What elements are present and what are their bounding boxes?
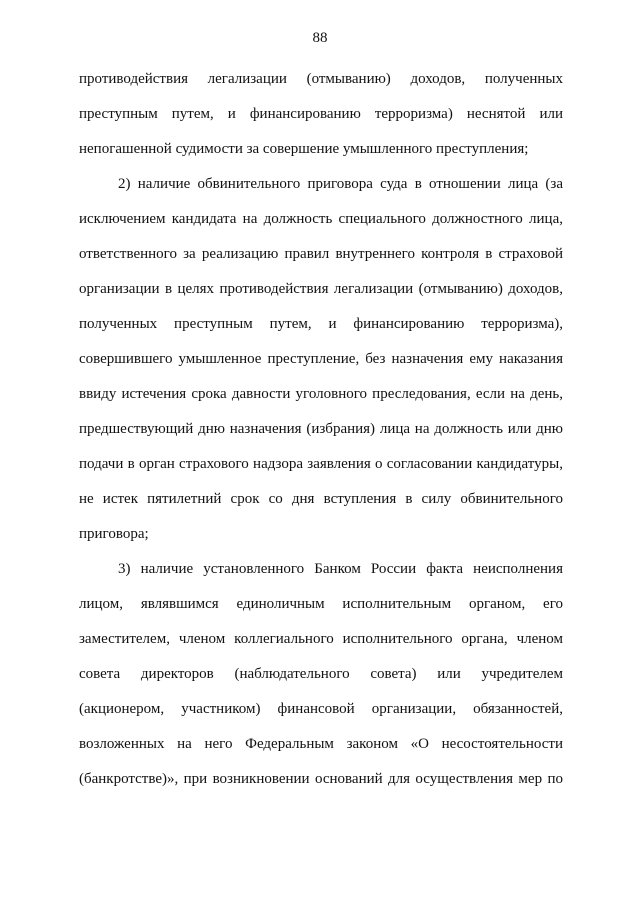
text-line: непогашенной судимости за совершение умышленного преступления; bbox=[79, 141, 529, 157]
text-line: подачи в орган страхового надзора заявления о согласовании кандидатуры, bbox=[79, 456, 563, 472]
text-line: противодействия легализации (отмыванию) доходов, полученных bbox=[79, 71, 563, 87]
text-line: совета директоров (наблюдательного совета) или учредителем bbox=[79, 666, 563, 682]
text-line: преступным путем, и финансированию терроризма) неснятой или bbox=[79, 106, 563, 122]
text-line: возложенных на него Федеральным законом «О несостоятельности bbox=[79, 736, 563, 752]
text-line: ввиду истечения срока давности уголовного преследования, если на день, bbox=[79, 386, 563, 402]
text-line: полученных преступным путем, и финансированию терроризма), bbox=[79, 316, 563, 332]
text-line: исключением кандидата на должность специального должностного лица, bbox=[79, 211, 563, 227]
text-line: совершившего умышленное преступление, без назначения ему наказания bbox=[79, 351, 563, 367]
text-line: организации в целях противодействия легализации (отмыванию) доходов, bbox=[79, 281, 563, 297]
text-line: предшествующий дню назначения (избрания) лица на должность или дню bbox=[79, 421, 563, 437]
page-number: 88 bbox=[312, 30, 328, 46]
text-line: приговора; bbox=[79, 526, 149, 542]
text-line: заместителем, членом коллегиального исполнительного органа, членом bbox=[79, 631, 563, 647]
text-line: лицом, являвшимся единоличным исполнительным органом, его bbox=[79, 596, 563, 612]
text-line: ответственного за реализацию правил внутреннего контроля в страховой bbox=[79, 246, 563, 262]
text-line: (банкротстве)», при возникновении оснований для осуществления мер по bbox=[79, 771, 563, 787]
text-line: 3) наличие установленного Банком России факта неисполнения bbox=[118, 561, 563, 577]
text-line: 2) наличие обвинительного приговора суда в отношении лица (за bbox=[118, 176, 563, 192]
text-line: не истек пятилетний срок со дня вступления в силу обвинительного bbox=[79, 491, 563, 507]
text-line: (акционером, участником) финансовой организации, обязанностей, bbox=[79, 701, 563, 717]
